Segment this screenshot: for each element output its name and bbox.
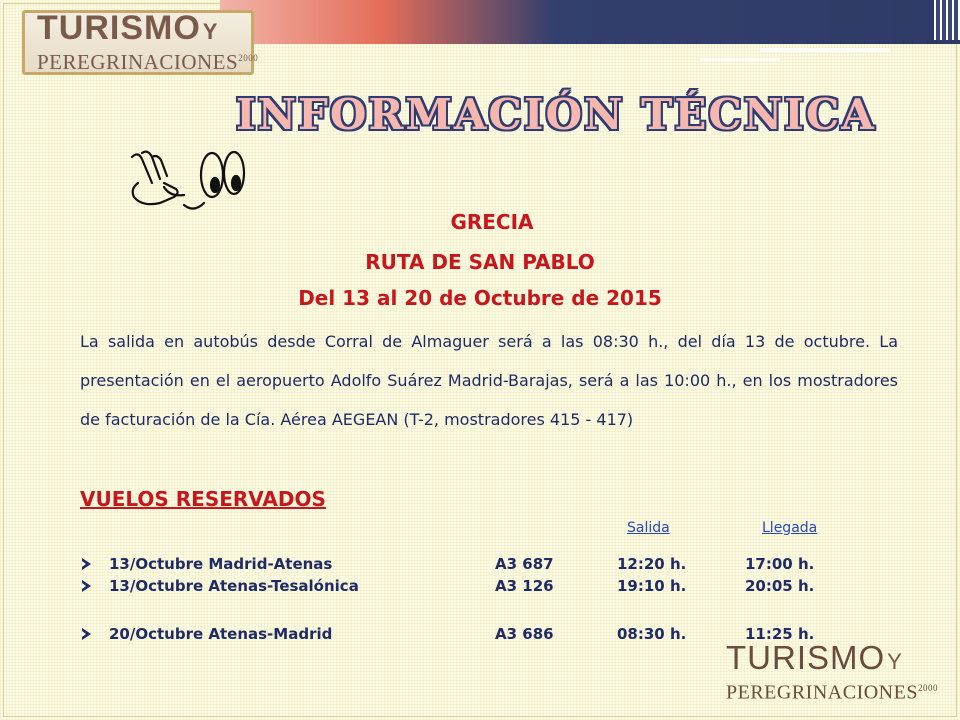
flight-route: 13/Octubre Madrid-Atenas: [109, 555, 333, 573]
logo-word-y: Y: [202, 18, 219, 44]
departure-info-paragraph: La salida en autobús desde Corral de Almaguer será a las 08:30 h., del día 13 de octubre. La presentación en el aeropuerto Adolfo Suárez Madrid-Barajas, será a las 10:00 h., en los mostradores de facturación de la Cía. Aérea AEGEAN (T-2, mostradores 415 - 417): [80, 332, 898, 429]
heading-country: GRECIA: [450, 210, 534, 234]
flight-code: A3 687: [495, 555, 554, 573]
logo-word-turismo: TURISMO: [37, 8, 201, 47]
flight-departure: 19:10 h.: [617, 577, 687, 595]
flight-route: 13/Octubre Atenas-Tesalónica: [109, 577, 359, 595]
heading-dates: Del 13 al 20 de Octubre de 2015: [298, 286, 662, 310]
flight-departure: 12:20 h.: [617, 555, 687, 573]
heading-route: RUTA DE SAN PABLO: [365, 250, 595, 274]
logo-bottom: [722, 638, 938, 704]
flight-arrival: 17:00 h.: [745, 555, 815, 573]
flight-code: A3 686: [495, 625, 554, 643]
logo-word-turismo: TURISMO: [726, 638, 886, 676]
logo-word-peregrinaciones: PEREGRINACIONES: [37, 49, 239, 74]
logo-year: 2000: [917, 682, 938, 693]
arrow-bullet-icon: [82, 577, 98, 596]
top-decorative-bar: [220, 0, 960, 44]
arrow-bullet-icon: [82, 555, 98, 574]
logo-year: 2000: [238, 52, 259, 63]
flight-code: A3 126: [495, 577, 554, 595]
decorative-line: [760, 48, 890, 52]
logo-top: [22, 8, 259, 75]
column-header-llegada: Llegada: [762, 520, 818, 536]
column-header-salida: Salida: [627, 520, 670, 536]
logo-word-y: Y: [887, 648, 903, 674]
arrow-bullet-icon: [82, 625, 98, 644]
flight-departure: 08:30 h.: [617, 625, 687, 643]
flight-route: 20/Octubre Atenas-Madrid: [109, 625, 333, 643]
ojo-hand-eyes-icon: [120, 145, 250, 215]
logo-word-peregrinaciones: PEREGRINACIONES: [726, 681, 918, 704]
flight-arrival: 20:05 h.: [745, 577, 815, 595]
decorative-stripes: [934, 0, 960, 40]
flights-title: VUELOS RESERVADOS: [80, 487, 326, 511]
page-title: INFORMACIÓN TÉCNICA: [236, 90, 876, 139]
decorative-line: [700, 58, 780, 61]
flight-arrival: 11:25 h.: [745, 625, 815, 643]
